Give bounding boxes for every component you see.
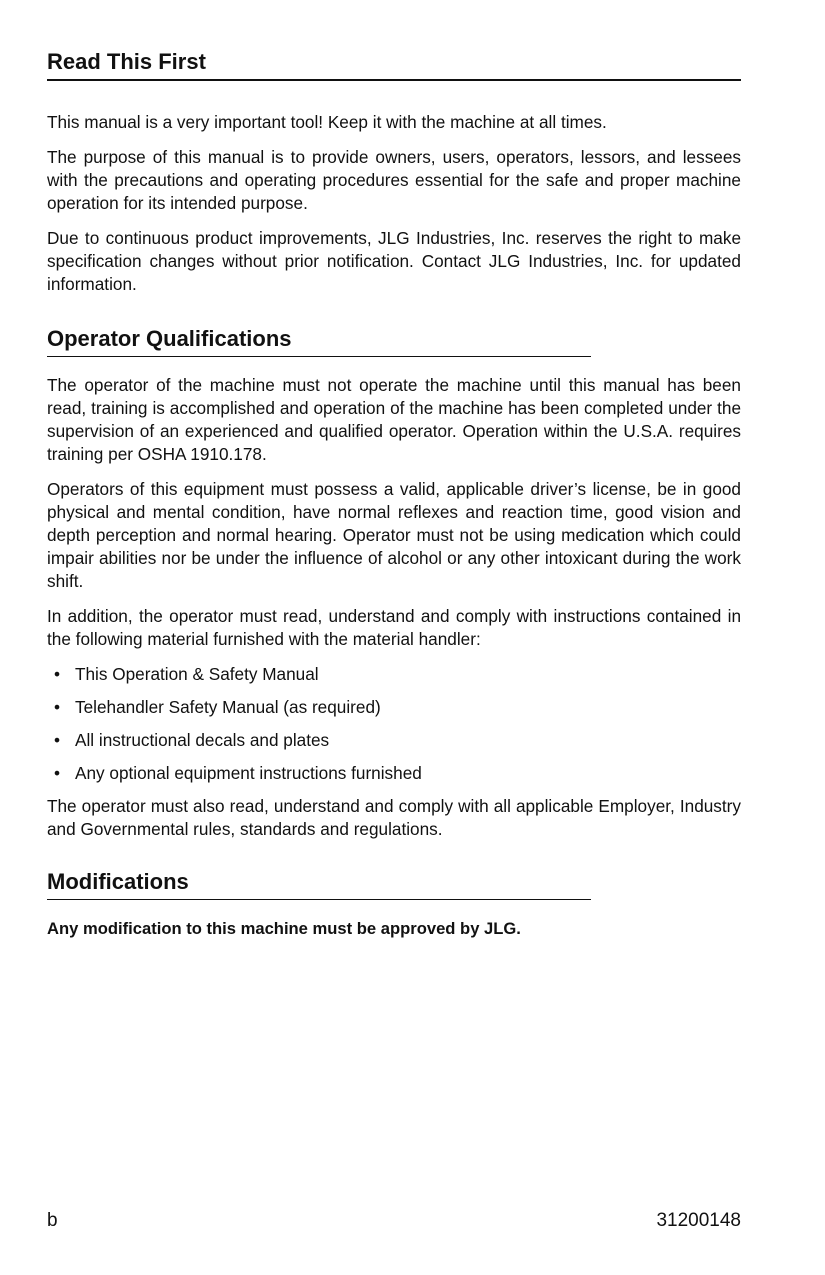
section-divider xyxy=(47,356,591,357)
section-title-operator-qualifications: Operator Qualifications xyxy=(47,326,292,351)
modification-notice: Any modification to this machine must be approved by JLG. xyxy=(47,919,521,938)
paragraph: The operator must also read, understand and comply with all applicable Employer, Industry and Governmental rules, standards and regulations. xyxy=(47,796,741,839)
bullet-icon: • xyxy=(54,697,61,717)
document-number: 31200148 xyxy=(656,1210,741,1231)
list-item xyxy=(47,696,741,719)
required-materials-list xyxy=(47,663,741,785)
section-title-modifications: Modifications xyxy=(47,869,189,894)
section-divider xyxy=(47,79,741,81)
list-item xyxy=(47,729,741,752)
operator-qualifications-section xyxy=(47,325,741,841)
bullet-icon: • xyxy=(54,664,61,684)
paragraph: This manual is a very important tool! Keep it with the machine at all times. xyxy=(47,112,607,132)
list-item xyxy=(47,762,741,785)
paragraph: The operator of the machine must not operate the machine until this manual has been read, training is accomplished and operation of the machine has been completed under the supervision of an experienced and qualified operator. Operation within the U.S.A. requires training per OSHA 1910.178. xyxy=(47,375,741,464)
list-item-text: All instructional decals and plates xyxy=(75,730,330,750)
list-item-text: This Operation & Safety Manual xyxy=(75,664,319,684)
section-divider xyxy=(47,899,591,900)
paragraph: In addition, the operator must read, understand and comply with instructions contained in the following material furnished with the material handler: xyxy=(47,606,741,649)
paragraph: Due to continuous product improvements, JLG Industries, Inc. reserves the right to make specification changes without prior notification. Contact JLG Industries, Inc. for updated information. xyxy=(47,228,741,294)
paragraph: The purpose of this manual is to provide owners, users, operators, lessors, and lessees with the precautions and operating procedures essential for the safe and proper machine operation for its intended purpose. xyxy=(47,147,741,213)
page-number: b xyxy=(47,1210,58,1231)
bullet-icon: • xyxy=(54,763,61,783)
bullet-icon: • xyxy=(54,730,61,750)
modifications-section xyxy=(47,868,741,940)
list-item-text: Any optional equipment instructions furnished xyxy=(75,763,422,783)
list-item-text: Telehandler Safety Manual (as required) xyxy=(75,697,381,717)
paragraph: Operators of this equipment must possess a valid, applicable driver’s license, be in good physical and mental condition, have normal reflexes and reaction time, good vision and depth perception and normal hearing. Operator must not be using medication which could impair abilities nor be under the influence of alcohol or any other intoxicant during the work shift. xyxy=(47,479,741,591)
manual-page xyxy=(47,48,741,940)
read-this-first-section xyxy=(47,48,741,296)
list-item xyxy=(47,663,741,686)
section-title-read-this-first: Read This First xyxy=(47,49,206,74)
